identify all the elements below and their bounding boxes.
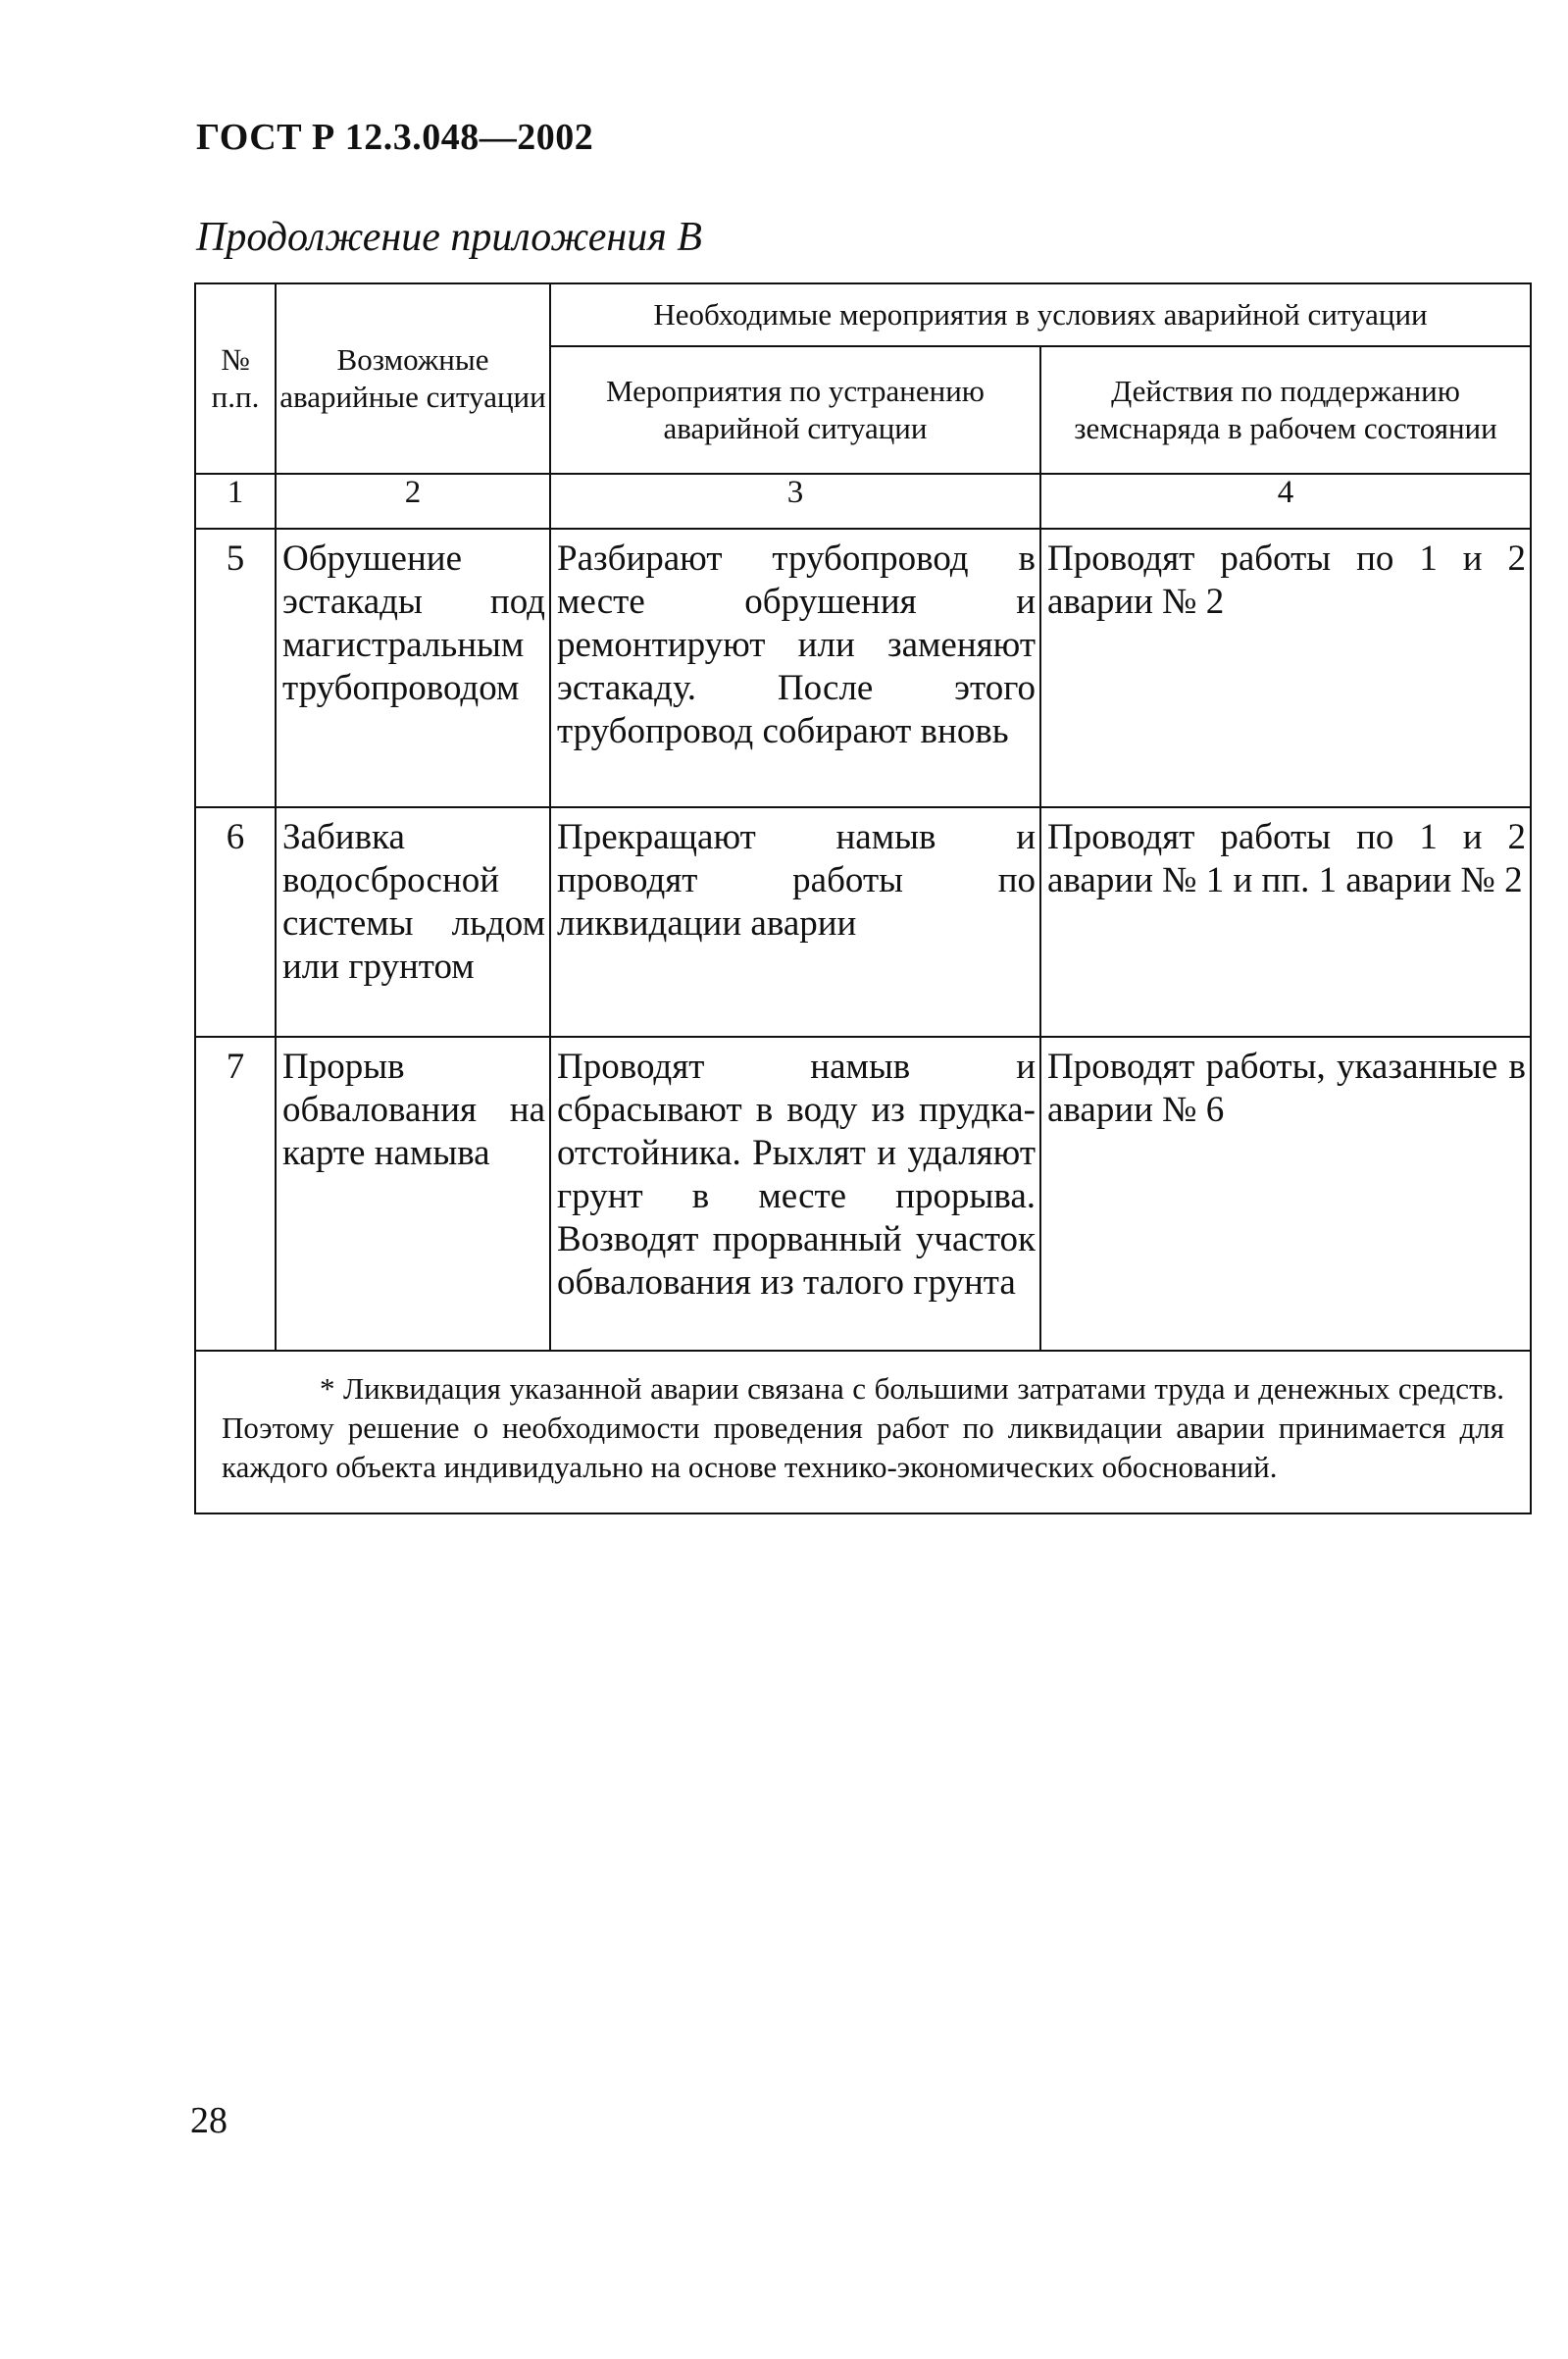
header-situations: Возможные аварийные ситуации bbox=[276, 283, 550, 474]
header-elimination: Мероприятия по устранению аварийной ситуации bbox=[550, 346, 1040, 474]
row-number: 7 bbox=[195, 1037, 276, 1351]
footnote-row bbox=[195, 1351, 1531, 1513]
section-title: Продолжение приложения В bbox=[196, 215, 702, 260]
row-number: 6 bbox=[195, 807, 276, 1037]
header-group-measures: Необходимые мероприятия в условиях аварийной ситуации bbox=[550, 283, 1531, 346]
column-number: 2 bbox=[276, 474, 550, 529]
table-footnote: * Ликвидация указанной аварии связана с большими затратами труда и денежных средств. Поэтому решение о необходимости проведения работ по ликвидации аварии принимается для каждого объекта индивидуально на основе технико-экономических обоснований. bbox=[195, 1351, 1531, 1513]
row-elimination: Прекращают намыв и проводят работы по ликвидации аварии bbox=[550, 807, 1040, 1037]
column-number: 4 bbox=[1040, 474, 1531, 529]
row-situation: Прорыв обвалования на карте намыва bbox=[276, 1037, 550, 1351]
emergency-measures-table bbox=[194, 282, 1532, 1514]
document-id: ГОСТ Р 12.3.048—2002 bbox=[196, 117, 594, 158]
row-maintenance: Проводят работы, указанные в аварии № 6 bbox=[1040, 1037, 1531, 1351]
row-situation: Забивка водосбросной системы льдом или грунтом bbox=[276, 807, 550, 1037]
column-numbers-row bbox=[195, 474, 1531, 529]
row-elimination: Проводят намыв и сбрасывают в воду из прудка-отстойника. Рыхлят и удаляют грунт в месте прорыва. Возводят прорванный участок обвалования из талого грунта bbox=[550, 1037, 1040, 1351]
table-row bbox=[195, 529, 1531, 807]
header-maintenance: Действия по поддержанию земснаряда в рабочем состоянии bbox=[1040, 346, 1531, 474]
column-number: 1 bbox=[195, 474, 276, 529]
row-situation: Обрушение эстакады под магистральным трубопроводом bbox=[276, 529, 550, 807]
row-elimination: Разбирают трубопровод в месте обрушения и ремонтируют или заменяют эстакаду. После этого трубопровод собирают вновь bbox=[550, 529, 1040, 807]
page-number: 28 bbox=[190, 2100, 228, 2141]
row-maintenance: Проводят работы по 1 и 2 аварии № 1 и пп. 1 аварии № 2 bbox=[1040, 807, 1531, 1037]
row-maintenance: Проводят работы по 1 и 2 аварии № 2 bbox=[1040, 529, 1531, 807]
table-row bbox=[195, 807, 1531, 1037]
table-header-row bbox=[195, 283, 1531, 346]
header-no: № п.п. bbox=[195, 283, 276, 474]
column-number: 3 bbox=[550, 474, 1040, 529]
row-number: 5 bbox=[195, 529, 276, 807]
table-row bbox=[195, 1037, 1531, 1351]
